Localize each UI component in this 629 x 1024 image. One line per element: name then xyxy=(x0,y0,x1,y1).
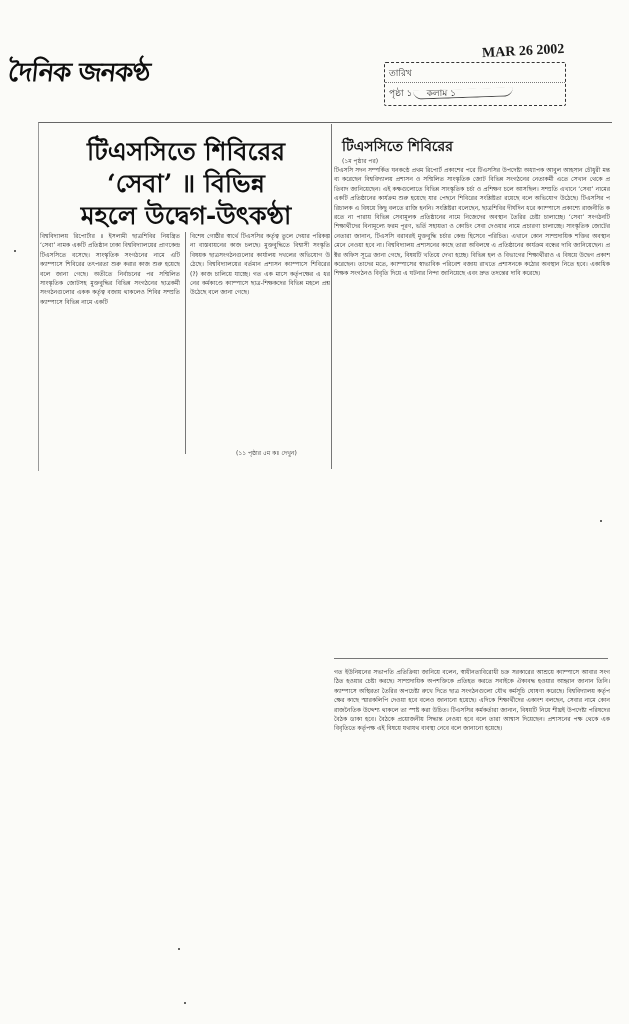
stamp-page-label: পৃষ্ঠা ১ কলাম ১ xyxy=(389,89,456,99)
headline-line-2: ‘সেবা’ ॥ বিভিন্ন xyxy=(107,169,265,198)
headline-line-1: টিএসসিতে শিবিরের xyxy=(86,137,286,166)
article-headline xyxy=(40,136,332,232)
scan-speck xyxy=(178,948,180,950)
stamp-row-date xyxy=(385,63,565,83)
stamp-row-page xyxy=(385,83,565,102)
article-column-4: গত ইউনিয়নের সভাপতি প্রতিক্রিয়া জানিয়ে বলেন, স্বাধীনতাবিরোধী চক্র সরকারের আশ্রয়ে ক্যাম্পাসে আবার সংগঠিত হওয়ার চেষ্টা করছে। সাম্প্রদায়িক অপশক্তিকে প্রতিহত করতে সবাইকে ঐক্যবদ্ধ হওয়ার আহ্বান জানান তিনি। ক্যাম্পাসে অস্থিরতা তৈরির অপচেষ্টা রুখে দিতে ছাত্র সংগঠনগুলো যৌথ কর্মসূচি ঘোষণা করেছে। বিশ্ববিদ্যালয় কর্তৃপক্ষের কাছে স্মারকলিপি দেওয়া হবে বলেও জানানো হয়েছে। এদিকে শিক্ষার্থীদের একাংশ বলছেন, সেবার নামে কোন রাজনৈতিক উদ্দেশ্য থাকলে তা স্পষ্ট করা উচিত। টিএসসির কর্মকর্তারা জানান, বিষয়টি নিয়ে শীঘ্রই উপদেষ্টা পরিষদের বৈঠক ডাকা হবে। বৈঠকে প্রয়োজনীয় সিদ্ধান্ত নেওয়া হবে বলে তারা আশ্বাস দিয়েছেন। প্রশাসনের পক্ষ থেকে এক বিবৃতিতে কর্তৃপক্ষ এই বিষয়ে যথাযথ ব্যবস্থা নেবে বলে জানানো হয়েছে। xyxy=(334,669,610,733)
headline-line-3: মহলে উদ্বেগ-উৎকণ্ঠা xyxy=(80,201,292,230)
clipping-divider xyxy=(331,124,332,469)
section-divider xyxy=(334,658,608,659)
scan-speck xyxy=(184,1002,186,1004)
newspaper-masthead: দৈনিক জনকণ্ঠ xyxy=(6,58,152,88)
filing-stamp xyxy=(384,62,566,106)
scan-speck xyxy=(600,520,602,522)
article-column-2: বিশেষ গোষ্ঠীর স্বার্থে টিএসসির কর্তৃত্ব তুলে দেয়ার পরিকল্পনা বাস্তবায়নের কাজ চলছে। মুক্তবুদ্ধিতে বিশ্বাসী সংস্কৃতি বিষয়ক ছাত্রসংগঠনগুলোর কার্যালয় দখলের অভিযোগ উঠেছে। বিশ্ববিদ্যালয়ের বর্তমান প্রশাসন ক্যাম্পাসে শিবিরের (?) কাজ চালিয়ে যাচ্ছে। গত এক মাসে কর্তৃপক্ষের এ ধরনের কর্মকাণ্ডে ক্যাম্পাসে ছাত্র-শিক্ষকদের বিভিন্ন মহলে প্রশ্ন উঠেছে বলে জানা গেছে। xyxy=(190,233,330,297)
continued-headline: টিএসসিতে শিবিরের xyxy=(342,139,453,155)
continuation-note: (১১ পৃষ্ঠার ৫ম কঃ দেখুন) xyxy=(236,450,297,457)
article-column-1: বিশ্ববিদ্যালয় রিপোর্টার ॥ ইসলামী ছাত্রশিবির নিয়ন্ত্রিত ‘সেবা’ নামক একটি প্রতিষ্ঠান ঢাকা বিশ্ববিদ্যালয়ের প্রাণকেন্দ্র টিএসসিতে বসেছে। সাংস্কৃতিক সংগঠনের নামে এটি ক্যাম্পাসে শিবিরের তৎপরতা শুরু করার কাজ শুরু হয়েছে বলে জানা গেছে। অতীতে নির্বাচনের পর সম্মিলিত সাংস্কৃতিক জোটসহ মুক্তবুদ্ধির বিভিন্ন সংগঠনের ছাত্রকর্মী সংগঠনগুলোর একক কর্তৃত্ব বজায় থাকলেও শিবির সম্প্রতি ক্যাম্পাসে বিভিন্ন নামে একটি xyxy=(40,233,180,306)
article-column-3: টিএসসি সদন সম্পর্কিত ঘনকণ্ঠে প্রথম রিপোর্ট প্রকাশের পরে টিএসসির উপদেষ্টা অধ্যাপক আবুল আহসান চৌধুরী মন্তব্য করেছেন বিশ্ববিদ্যালয় প্রশাসন ও সম্মিলিত সাংস্কৃতিক জোট বিভিন্ন সংগঠনের নেতাকর্মী এতে সেখান থেকে প্রতিবাদ জানিয়েছেন। এই কক্ষগুলোতে বিভিন্ন সাংস্কৃতিক চর্চা ও প্রশিক্ষণ চলে আসছিল। সম্প্রতি এখানে ‘সেবা’ নামের একটি প্রতিষ্ঠানের কার্যক্রম শুরু হয়েছে যার পেছনে শিবিরের সংশ্লিষ্টতা রয়েছে বলে অভিযোগ উঠেছে। টিএসসির পরিচালক এ বিষয়ে কিছু বলতে রাজি হননি। সংশ্লিষ্টরা বলেছেন, ছাত্রশিবির দীর্ঘদিন ধরে ক্যাম্পাসে প্রকাশ্যে রাজনীতি করতে না পারায় বিভিন্ন সেবামূলক প্রতিষ্ঠানের নামে নিজেদের অবস্থান তৈরির চেষ্টা চালাচ্ছে। ‘সেবা’ সংগঠনটি শিক্ষার্থীদের বিনামূল্যে ফরম পূরণ, ভর্তি সহায়তা ও কোচিং সেবা দেওয়ার নামে প্রচারণা চালাচ্ছে। সাংস্কৃতিক জোটের নেতারা জানান, টিএসসি বরাবরই মুক্তবুদ্ধি চর্চার কেন্দ্র হিসেবে পরিচিত। এখানে কোন সাম্প্রদায়িক শক্তির অবস্থান মেনে নেওয়া হবে না। বিশ্ববিদ্যালয় প্রশাসনের কাছে তারা অবিলম্বে এ প্রতিষ্ঠানের কার্যক্রম বন্ধের দাবি জানিয়েছেন। প্রক্টর অফিস সূত্রে জানা গেছে, বিষয়টি খতিয়ে দেখা হচ্ছে। বিভিন্ন হল ও বিভাগের শিক্ষার্থীরাও এ বিষয়ে উদ্বেগ প্রকাশ করেছেন। তাদের মতে, ক্যাম্পাসের স্বাভাবিক পরিবেশ বজায় রাখতে প্রশাসনকে কঠোর অবস্থান নিতে হবে। একাধিক শিক্ষক সংগঠনও বিবৃতি দিয়ে এ ঘটনার নিন্দা জানিয়েছে এবং দ্রুত তদন্তের দাবি করেছে। xyxy=(334,167,610,278)
scan-speck xyxy=(14,250,16,252)
continued-from-note: (১ম পৃষ্ঠার পর) xyxy=(342,158,379,165)
stamp-date-label: তারিখ xyxy=(389,69,412,79)
column-divider xyxy=(185,232,186,454)
date-stamp: MAR 26 2002 xyxy=(481,41,565,62)
